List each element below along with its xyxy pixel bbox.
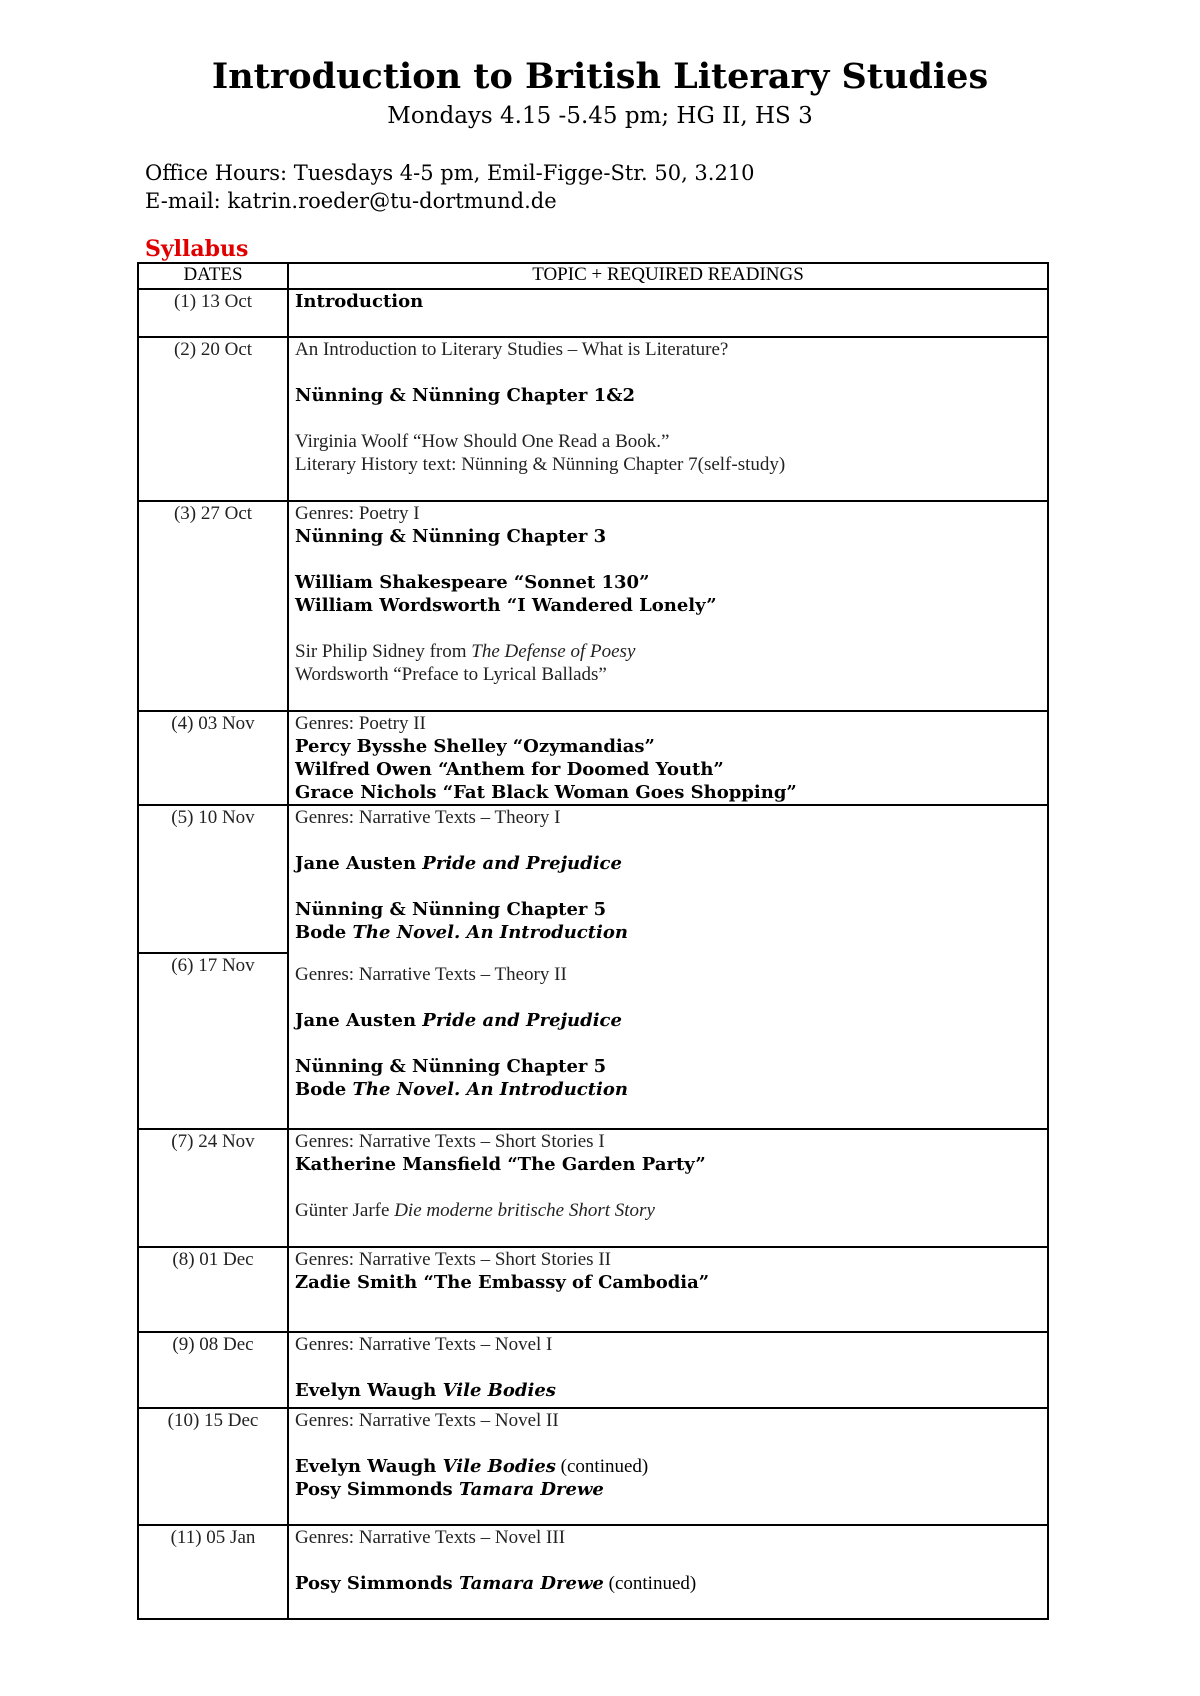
- course-schedule-subtitle: Mondays 4.15 -5.45 pm; HG II, HS 3: [387, 103, 813, 129]
- session-topic: [288, 1525, 1048, 1619]
- reading-line: [295, 1009, 1041, 1032]
- reading-line: Nünning & Nünning Chapter 5: [295, 1056, 607, 1077]
- reading-line: [295, 852, 1041, 875]
- reading-title: Die moderne britische Short Story: [394, 1200, 655, 1221]
- session-date: (3) 27 Oct: [138, 501, 288, 711]
- table-header-row: [138, 263, 1048, 289]
- reading-title: Pride and Prejudice: [422, 1010, 622, 1031]
- reading-line: William Shakespeare “Sonnet 130”: [295, 572, 650, 593]
- reading-author: Posy Simmonds: [295, 1573, 459, 1594]
- session-date: (2) 20 Oct: [138, 337, 288, 501]
- reading-line: [295, 1199, 1041, 1222]
- topic-line: Genres: Poetry I: [295, 503, 420, 524]
- reading-title: The Novel. An Introduction: [352, 922, 628, 943]
- reading-line: [295, 1455, 1041, 1478]
- reading-author: Evelyn Waugh: [295, 1380, 443, 1401]
- session-topic: [288, 953, 1048, 1129]
- topic-line: Introduction: [295, 291, 424, 312]
- reading-line: Zadie Smith “The Embassy of Cambodia”: [295, 1272, 710, 1293]
- topic-column-header: TOPIC + REQUIRED READINGS: [288, 263, 1048, 289]
- reading-line: Percy Bysshe Shelley “Ozymandias”: [295, 736, 655, 757]
- session-topic: [288, 501, 1048, 711]
- table-row: [138, 337, 1048, 501]
- session-topic: [288, 1408, 1048, 1525]
- reading-author: Bode: [295, 1079, 353, 1100]
- session-topic: [288, 337, 1048, 501]
- reading-line: [295, 640, 1041, 663]
- reading-title: The Defense of Poesy: [471, 641, 636, 662]
- syllabus-table: [137, 262, 1049, 1620]
- reading-line: Nünning & Nünning Chapter 5: [295, 899, 607, 920]
- reading-line: Literary History text: Nünning & Nünning Chapter 7(self-study): [295, 454, 786, 475]
- table-row: [138, 1408, 1048, 1525]
- reading-note: (continued): [555, 1456, 649, 1477]
- office-hours: Office Hours: Tuesdays 4-5 pm, Emil-Figge-Str. 50, 3.210: [145, 161, 755, 185]
- reading-line: Grace Nichols “Fat Black Woman Goes Shopping”: [295, 782, 797, 803]
- reading-author: Jane Austen: [295, 853, 423, 874]
- reading-author: Posy Simmonds: [295, 1479, 459, 1500]
- reading-line: William Wordsworth “I Wandered Lonely”: [295, 595, 717, 616]
- session-date: (10) 15 Dec: [138, 1408, 288, 1525]
- session-date: (4) 03 Nov: [138, 711, 288, 805]
- reading-line: Virginia Woolf “How Should One Read a Book.”: [295, 431, 670, 452]
- session-topic: [288, 1247, 1048, 1332]
- table-row: [138, 1247, 1048, 1332]
- topic-line: Genres: Narrative Texts – Theory I: [295, 807, 561, 828]
- topic-line: Genres: Narrative Texts – Short Stories I: [295, 1131, 605, 1152]
- reading-line: Wordsworth “Preface to Lyrical Ballads”: [295, 664, 607, 685]
- reading-note: (continued): [603, 1573, 697, 1594]
- table-row: [138, 501, 1048, 711]
- dates-column-header: DATES: [138, 263, 288, 289]
- reading-author: Günter Jarfe: [295, 1200, 395, 1221]
- session-topic: [288, 1129, 1048, 1247]
- session-date: (6) 17 Nov: [138, 953, 288, 1129]
- table-row: [138, 289, 1048, 337]
- topic-line: Genres: Narrative Texts – Novel I: [295, 1334, 553, 1355]
- table-row: [138, 953, 1048, 1129]
- table-row: [138, 1525, 1048, 1619]
- topic-line: Genres: Narrative Texts – Theory II: [295, 964, 567, 985]
- session-topic: [288, 1332, 1048, 1408]
- reading-line: [295, 1572, 1041, 1595]
- reading-title: Tamara Drewe: [458, 1573, 604, 1594]
- session-date: (9) 08 Dec: [138, 1332, 288, 1408]
- reading-line: Wilfred Owen “Anthem for Doomed Youth”: [295, 759, 724, 780]
- syllabus-heading: Syllabus: [145, 236, 249, 262]
- reading-line: [295, 1379, 1041, 1402]
- session-date: (5) 10 Nov: [138, 805, 288, 953]
- reading-author: Sir Philip Sidney from: [295, 641, 472, 662]
- session-topic: [288, 805, 1048, 953]
- topic-line: Genres: Poetry II: [295, 713, 426, 734]
- table-row: [138, 711, 1048, 805]
- session-topic: [288, 289, 1048, 337]
- reading-author: Bode: [295, 922, 353, 943]
- reading-line: [295, 921, 1041, 944]
- reading-title: Pride and Prejudice: [422, 853, 622, 874]
- table-row: [138, 1332, 1048, 1408]
- reading-line: [295, 1078, 1041, 1101]
- reading-title: Vile Bodies: [442, 1456, 556, 1477]
- email-line: E-mail: katrin.roeder@tu-dortmund.de: [145, 189, 557, 213]
- topic-line: Genres: Narrative Texts – Short Stories II: [295, 1249, 611, 1270]
- reading-title: Vile Bodies: [442, 1380, 556, 1401]
- table-row: [138, 805, 1048, 953]
- session-date: (11) 05 Jan: [138, 1525, 288, 1619]
- session-date: (1) 13 Oct: [138, 289, 288, 337]
- topic-line: An Introduction to Literary Studies – What is Literature?: [295, 339, 729, 360]
- session-date: (7) 24 Nov: [138, 1129, 288, 1247]
- topic-line: Genres: Narrative Texts – Novel III: [295, 1527, 566, 1548]
- reading-line: [295, 1478, 1041, 1501]
- session-topic: [288, 711, 1048, 805]
- reading-line: Nünning & Nünning Chapter 1&2: [295, 385, 635, 406]
- table-row: [138, 1129, 1048, 1247]
- session-date: (8) 01 Dec: [138, 1247, 288, 1332]
- reading-title: The Novel. An Introduction: [352, 1079, 628, 1100]
- reading-line: Nünning & Nünning Chapter 3: [295, 526, 607, 547]
- reading-author: Evelyn Waugh: [295, 1456, 443, 1477]
- reading-title: Tamara Drewe: [458, 1479, 604, 1500]
- reading-line: Katherine Mansfield “The Garden Party”: [295, 1154, 706, 1175]
- reading-author: Jane Austen: [295, 1010, 423, 1031]
- topic-line: Genres: Narrative Texts – Novel II: [295, 1410, 559, 1431]
- page-title: Introduction to British Literary Studies: [211, 56, 989, 97]
